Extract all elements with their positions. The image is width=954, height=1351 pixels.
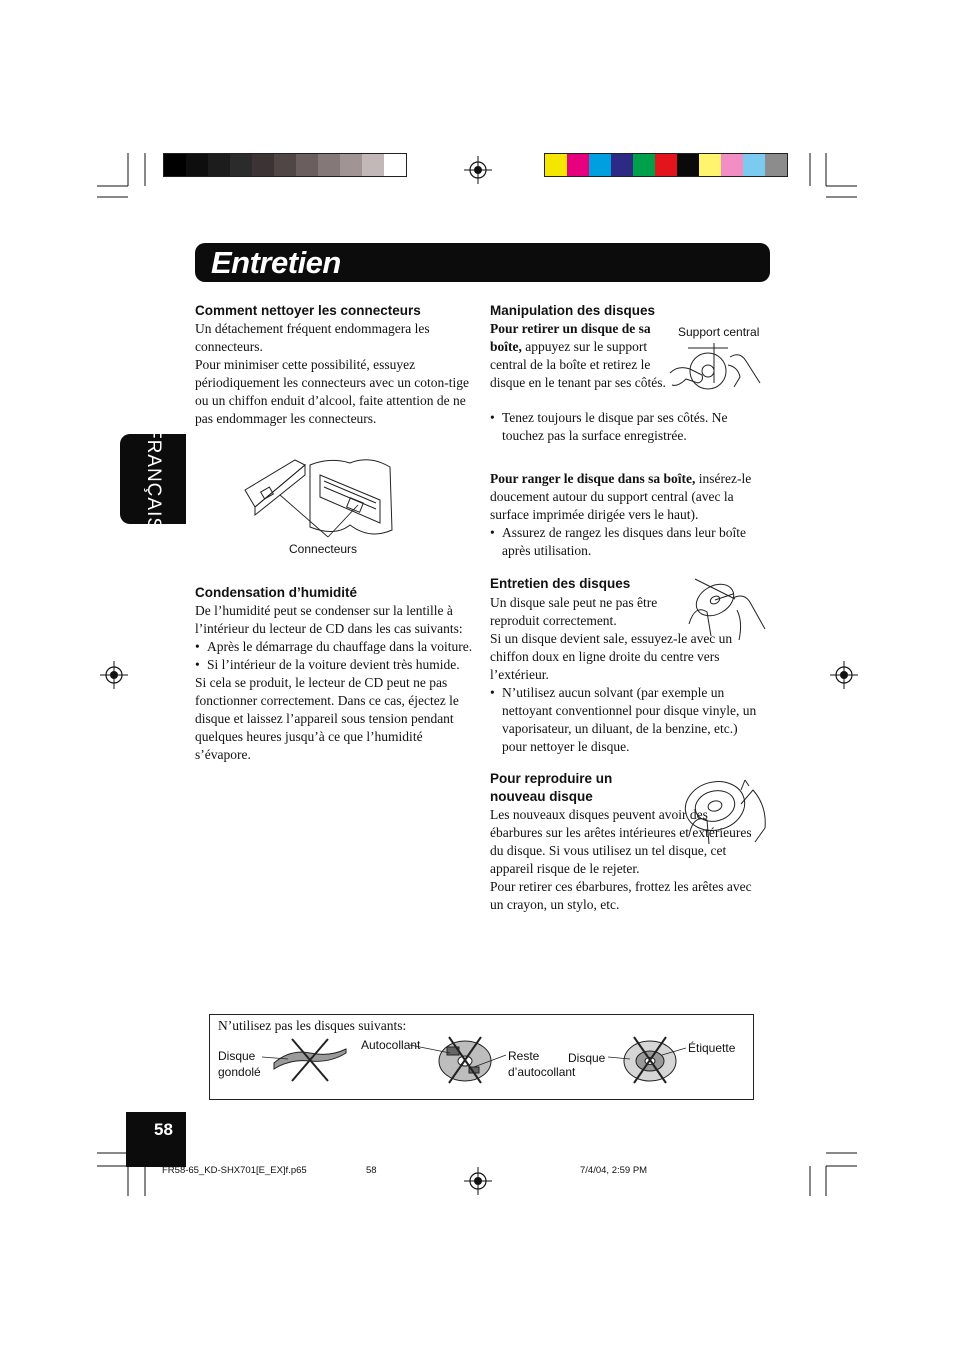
footer-date: 7/4/04, 2:59 PM [580,1165,648,1176]
footer-file: FR58-65_KD-SHX701[E_EX]f.p65 [162,1165,307,1176]
page-number: 58 [154,1120,173,1139]
callout-lines [210,1015,753,1099]
graybar-swatch-2 [208,154,230,176]
manipulation-text-2 [490,470,766,560]
colorbar-swatch-0 [545,154,567,176]
colorbar-swatch-6 [677,154,699,176]
graybar-swatch-7 [318,154,340,176]
language-tab-label: FRANÇAIS [143,426,164,532]
graybar-swatch-4 [252,154,274,176]
nouveau-heading-line-1: Pour reproduire un [490,771,613,786]
colorbar-swatch-5 [655,154,677,176]
entretien-p1: Un disque sale peut ne pas être reproduit correctement. [490,595,658,628]
title-bar [195,243,770,282]
colorbar-swatch-1 [567,154,589,176]
label-autocollant: Autocollant [361,1038,421,1052]
registration-mark-top [464,156,492,184]
discs-to-avoid-box [209,1014,754,1100]
colorbar-swatch-2 [589,154,611,176]
condensation-p1: De l’humidité peut se condenser sur la lentille à l’intérieur du lecteur de CD dans les cas suivants: [195,603,463,636]
condensation-heading: Condensation d’humidité [195,585,357,600]
manipulation-heading: Manipulation des disques [490,303,656,318]
registration-mark-right [830,661,858,689]
label-etiquette: Étiquette [688,1041,736,1055]
nouveau-text [490,806,758,914]
graybar-swatch-9 [362,154,384,176]
label-disque: Disque [568,1051,606,1065]
graybar-swatch-8 [340,154,362,176]
colorbar-swatch-9 [743,154,765,176]
label-disque-gondole: Disque gondolé [218,1049,261,1079]
page-title: Entretien [211,245,341,280]
entretien-bullet: • N’utilisez aucun solvant (par exemple un nettoyant conventionnel pour disque vinyle, un vaporisateur, un diluant, de la benzine, etc.) pour nettoyer le disque. [490,685,757,754]
manipulation-text-1 [490,320,670,392]
manipulation-bullet-1: • Tenez toujours le disque par ses côtés. Ne touchez pas la surface enregistrée. [490,410,728,443]
entretien-text [490,594,760,756]
footer-page: 58 [366,1165,377,1176]
colorbar-swatch-3 [611,154,633,176]
connecteurs-p2: Pour minimiser cette possibilité, essuyez périodiquement les connecteurs avec un coton-tige ou un chiffon enduit d’alcool, faite attention de ne pas endommager les connecteurs. [195,357,470,426]
connecteurs-heading: Comment nettoyer les connecteurs [195,303,421,318]
colorbar-swatch-8 [721,154,743,176]
disc-case-illustration [668,343,768,405]
box-title: N’utilisez pas les disques suivants: [218,1018,407,1033]
retirer-bold: Pour retirer un disque de sa boîte, [490,321,651,354]
connecteurs-p1: Un détachement fréquent endommagera les connecteurs. [195,321,430,354]
entretien-p2: Si un disque devient sale, essuyez-le avec un chiffon doux en ligne droite du centre vers l’extérieur. [490,631,733,682]
gray-color-bar [163,153,407,177]
label-reste-autocollant: Reste d’autocollant [508,1049,576,1079]
nouveau-p1: Les nouveaux disques peuvent avoir des ébarbures sur les arêtes intérieures et extérieures du disque. Si vous utilisez un tel disque, cet appareil risque de le rejeter. [490,807,752,876]
colorbar-swatch-4 [633,154,655,176]
condensation-text [195,602,477,764]
graybar-swatch-0 [164,154,186,176]
graybar-swatch-5 [274,154,296,176]
ranger-text: insérez-le doucement autour du support central (avec la surface imprimée dirigée vers le haut). [490,471,752,522]
nouveau-heading [490,770,612,806]
condensation-bullet-2: • Si l’intérieur de la voiture devient très humide. [195,657,460,672]
graybar-swatch-10 [384,154,406,176]
retirer-text: appuyez sur le support central de la boîte et retirez le disque en le tenant par ses côtés. [490,339,666,390]
colorbar-swatch-7 [699,154,721,176]
entretien-heading: Entretien des disques [490,576,631,591]
graybar-swatch-3 [230,154,252,176]
ranger-bold: Pour ranger le disque dans sa boîte, [490,471,696,486]
colorbar-swatch-10 [765,154,787,176]
connector-illustration [240,445,400,545]
graybar-swatch-6 [296,154,318,176]
language-tab [120,426,186,532]
manipulation-bullet-2: • Assurez de rangez les disques dans leur boîte après utilisation. [490,525,747,558]
condensation-p2: Si cela se produit, le lecteur de CD peut ne pas fonctionner correctement. Dans ce cas, éjectez le disque et laissez l’appareil sous tension pendant quelques heures jusqu’à ce que l’humidité s’évapore. [195,675,459,762]
registration-mark-bottom [464,1167,492,1195]
condensation-bullet-1: • Après le démarrage du chauffage dans la voiture. [195,639,473,654]
nouveau-heading-line-2: nouveau disque [490,789,593,804]
connecteurs-figure-label: Connecteurs [289,542,358,556]
page-number-box [126,1112,186,1167]
nouveau-p2: Pour retirer ces ébarbures, frottez les arêtes avec un crayon, un stylo, etc. [490,879,752,912]
process-color-bar [544,153,788,177]
registration-mark-left [100,661,128,689]
graybar-swatch-1 [186,154,208,176]
connecteurs-text [195,320,477,428]
support-central-label: Support central [678,325,760,339]
